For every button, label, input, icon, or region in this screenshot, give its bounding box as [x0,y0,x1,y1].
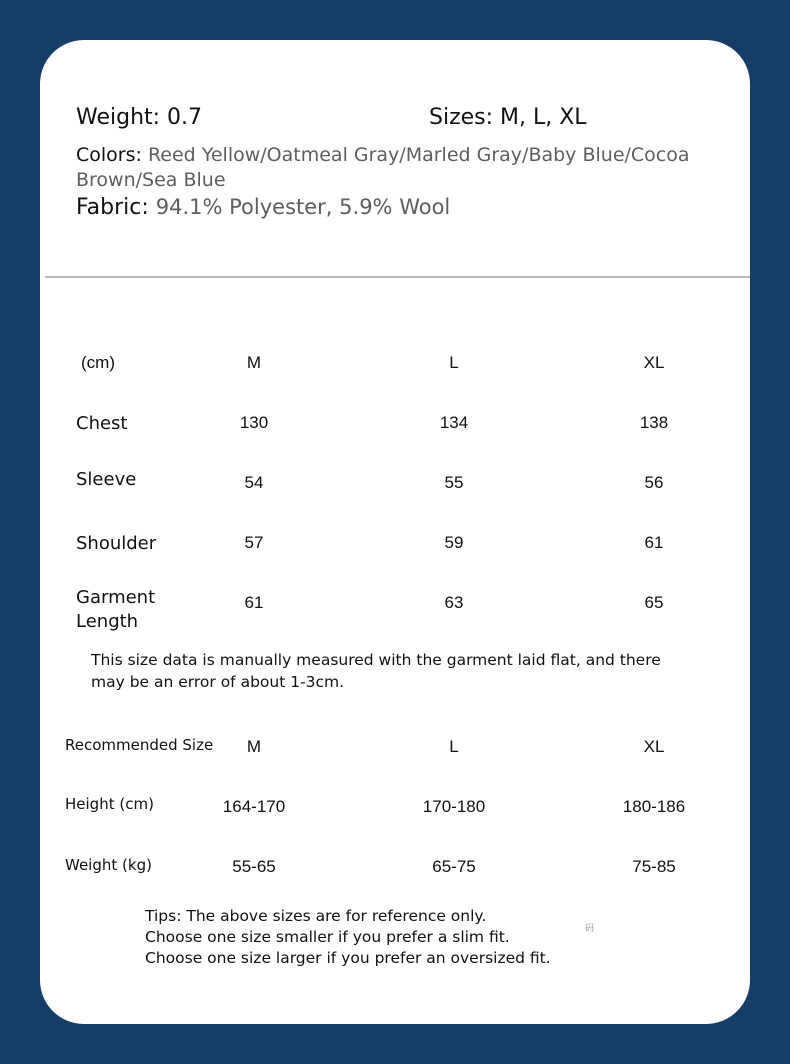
colors-label: Colors: [76,144,142,166]
table-cell: 180-186 [622,797,686,816]
row-label-height: Height (cm) [65,795,154,813]
colors-value-line2: Brown/Sea Blue [76,169,226,191]
column-header-xl: XL [643,737,665,756]
table-cell: 57 [244,533,264,552]
measurement-note-line1: This size data is manually measured with the garment laid flat, and there [91,651,661,669]
column-header-l: L [449,353,459,372]
row-label-shoulder: Shoulder [76,533,157,554]
fabric-label: Fabric: [76,195,149,220]
table-cell: 130 [239,413,269,432]
sizes-label: Sizes: M, L, XL [429,105,587,130]
size-mark: 码 [585,924,595,934]
tips-line2: Choose one size smaller if you prefer a slim fit. [145,928,510,946]
size-chart-card [40,40,750,1024]
column-header-m: M [246,737,262,756]
row-label-chest: Chest [76,413,128,434]
table-cell: 61 [644,533,664,552]
table-cell: 75-85 [632,857,676,876]
row-label-garment: Garment [76,587,156,608]
column-header-l: L [449,737,459,756]
table-cell: 56 [644,473,664,492]
recommended-size-header: Recommended Size [65,736,214,754]
colors-value-line1: Reed Yellow/Oatmeal Gray/Marled Gray/Baby Blue/Cocoa [147,144,690,166]
row-label-length: Length [76,611,139,632]
table-cell: 164-170 [222,797,286,816]
table-cell: 138 [639,413,669,432]
tips-block [145,906,551,969]
row-label-sleeve: Sleeve [76,469,137,490]
measurement-note [91,649,661,693]
table-cell: 134 [439,413,469,432]
table-cell: 61 [244,593,264,612]
fabric-line [76,195,450,220]
table-cell: 54 [244,473,264,492]
table-cell: 55-65 [232,857,276,876]
fabric-value: 94.1% Polyester, 5.9% Wool [155,195,451,219]
row-label-weight: Weight (kg) [65,856,152,874]
table-cell: 59 [444,533,464,552]
colors-line [76,144,690,166]
section-divider [45,276,750,278]
table-cell: 170-180 [422,797,486,816]
column-header-m: M [246,353,262,372]
tips-line3: Choose one size larger if you prefer an oversized fit. [145,949,551,967]
unit-header: (cm) [81,353,115,372]
weight-label: Weight: 0.7 [76,105,203,130]
column-header-xl: XL [643,353,665,372]
table-cell: 65-75 [432,857,476,876]
measurement-note-line2: may be an error of about 1-3cm. [91,673,345,691]
tips-line1: Tips: The above sizes are for reference only. [145,907,487,925]
table-cell: 55 [444,473,464,492]
table-cell: 65 [644,593,664,612]
table-cell: 63 [444,593,464,612]
